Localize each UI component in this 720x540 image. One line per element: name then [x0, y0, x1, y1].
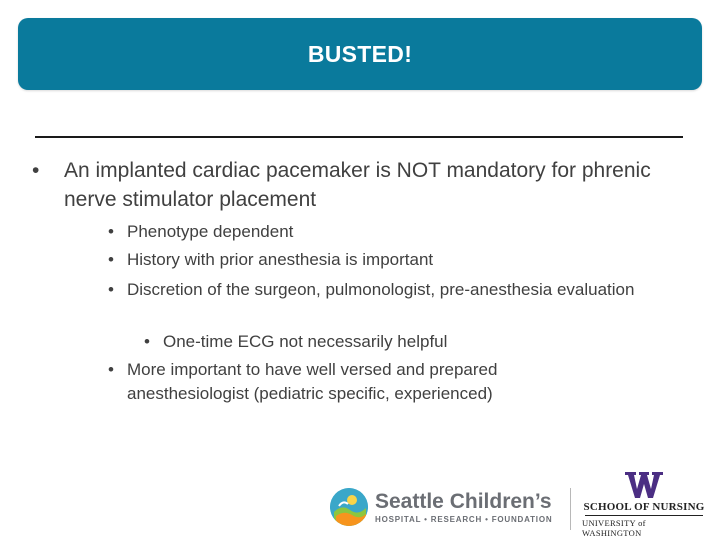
uw-w-logo-icon — [625, 472, 663, 498]
uw-school-name: SCHOOL OF NURSING — [583, 501, 705, 513]
bullet-marker: • — [108, 222, 114, 241]
title-banner — [18, 18, 702, 90]
uw-university-name: UNIVERSITY of WASHINGTON — [582, 518, 646, 538]
subsub-bullet-text: One-time ECG not necessarily helpful — [163, 332, 448, 351]
bullet-marker: • — [32, 159, 40, 182]
main-bullet-text: An implanted cardiac pacemaker is NOT mandatory for phrenic nerve stimulator placement — [64, 159, 651, 211]
sub-bullet — [108, 278, 648, 302]
bullet-marker: • — [144, 332, 150, 351]
seattle-childrens-tagline: HOSPITAL • RESEARCH • FOUNDATION — [375, 514, 553, 524]
sub-bullet — [108, 358, 588, 406]
seattle-childrens-name: Seattle Children’s — [375, 489, 552, 513]
subsub-bullet — [144, 330, 644, 354]
seattle-childrens-emblem-icon — [330, 488, 368, 526]
title-divider — [35, 136, 683, 138]
logo-separator — [570, 488, 571, 530]
bullet-marker: • — [108, 250, 114, 269]
sub-bullet-text: History with prior anesthesia is important — [127, 250, 434, 269]
sub-bullet — [108, 248, 668, 272]
main-bullet — [32, 156, 672, 214]
sub-bullet — [108, 220, 668, 244]
sub-bullet-text: More important to have well versed and prepared anesthesiologist (pediatric specific, experienced) — [127, 360, 498, 403]
bullet-marker: • — [108, 280, 114, 299]
seattle-childrens-logo — [330, 488, 552, 526]
uw-rule — [585, 515, 703, 516]
sub-bullet-text: Discretion of the surgeon, pulmonologist, pre-anesthesia evaluation — [127, 280, 635, 299]
uw-school-of-nursing-logo — [582, 472, 706, 538]
bullet-marker: • — [108, 360, 114, 379]
sub-bullet-text: Phenotype dependent — [127, 222, 294, 241]
slide-title: BUSTED! — [307, 40, 413, 67]
